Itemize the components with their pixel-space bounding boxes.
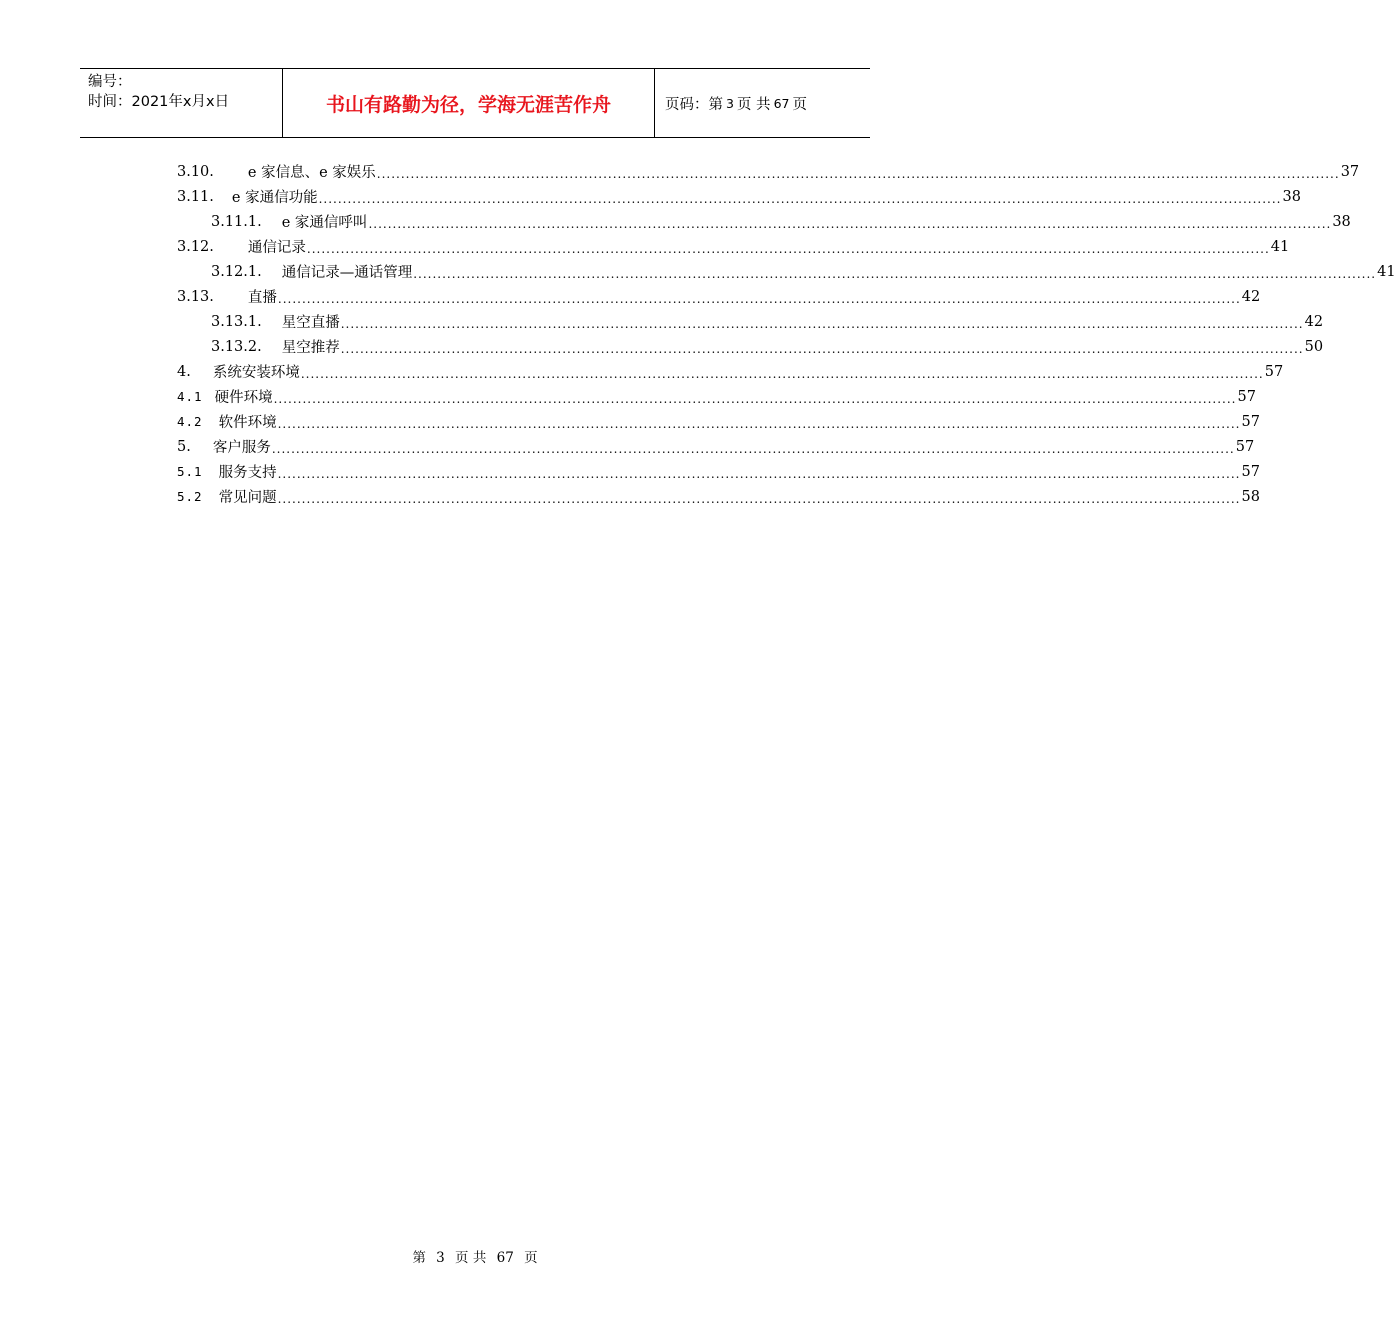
toc-entry[interactable]	[177, 359, 1284, 384]
toc-entry[interactable]	[177, 184, 1301, 209]
toc-dot-leader: ........................................................................................................................................................................................................	[273, 392, 1237, 406]
header-page-prefix: 页码：第	[665, 96, 723, 113]
toc-entry-number: 5.2	[177, 489, 203, 504]
header-page-total: 67	[773, 95, 790, 111]
toc-dot-leader: ........................................................................................................................................................................................................	[277, 467, 1241, 481]
header-page-info	[655, 69, 870, 137]
toc-entry-page: 50	[1304, 338, 1324, 355]
toc-entry-page: 41	[1270, 238, 1290, 255]
toc-dot-leader: ........................................................................................................................................................................................................	[277, 417, 1241, 431]
toc-entry-page: 42	[1304, 313, 1324, 330]
toc-entry-number: 3.11.1.	[211, 213, 262, 230]
toc-entry[interactable]	[177, 334, 1324, 359]
toc-entry-number: 3.12.1.	[211, 263, 262, 280]
toc-entry-title: 硬件环境	[214, 390, 273, 406]
toc-dot-leader: ........................................................................................................................................................................................................	[340, 342, 1304, 356]
toc-entry[interactable]	[177, 484, 1260, 509]
toc-entry[interactable]	[177, 259, 1396, 284]
toc-entry-title: 常见问题	[218, 490, 277, 506]
toc-entry-title: 星空直播	[281, 315, 340, 331]
toc-entry-number: 5.1	[177, 464, 203, 479]
toc-entry-page: 57	[1237, 388, 1256, 405]
toc-entry-number: 3.12.	[177, 238, 214, 255]
toc-entry-title: e 家信息、e 家娱乐	[247, 165, 376, 181]
toc-entry-page: 57	[1241, 413, 1260, 430]
toc-dot-leader: ........................................................................................................................................................................................................	[306, 242, 1270, 256]
header-page-mid: 页 共	[736, 96, 771, 113]
toc-entry-title: e 家通信功能	[231, 190, 318, 206]
toc-dot-leader: ........................................................................................................................................................................................................	[277, 292, 1241, 306]
footer-prefix: 第	[412, 1250, 426, 1266]
toc-entry[interactable]	[177, 384, 1256, 409]
header-page-suffix: 页	[792, 96, 807, 113]
toc-dot-leader: ........................................................................................................................................................................................................	[413, 267, 1377, 281]
toc-dot-leader: ........................................................................................................................................................................................................	[340, 317, 1304, 331]
toc-entry-page: 57	[1241, 463, 1260, 480]
header-info	[80, 69, 282, 137]
toc-entry-title: 通信记录—通话管理	[281, 265, 413, 281]
toc-entry-title: 系统安装环境	[212, 365, 300, 381]
document-number-label: 编号：	[88, 74, 132, 90]
toc-entry-number: 4.1	[177, 389, 203, 404]
toc-dot-leader: ........................................................................................................................................................................................................	[271, 442, 1235, 456]
toc-entry-number: 4.2	[177, 414, 203, 429]
toc-entry-page: 38	[1332, 213, 1351, 230]
footer-mid: 页 共	[455, 1250, 487, 1266]
toc-entry-number: 3.10.	[177, 163, 214, 180]
toc-entry-title: 客户服务	[212, 440, 271, 456]
table-of-contents	[177, 159, 1396, 509]
toc-entry-page: 41	[1377, 263, 1396, 280]
toc-entry-page: 42	[1241, 288, 1261, 305]
footer-total-pages: 67	[496, 1250, 514, 1266]
toc-dot-leader: ........................................................................................................................................................................................................	[277, 492, 1241, 506]
toc-entry-title: 服务支持	[218, 465, 277, 481]
footer-current-page: 3	[436, 1250, 445, 1266]
toc-entry-number: 3.11.	[177, 188, 214, 205]
footer-suffix: 页	[524, 1250, 538, 1266]
document-time-label: 时间：2021年x月x日	[88, 94, 230, 110]
toc-entry-number: 3.13.	[177, 288, 214, 305]
toc-entry-number: 4.	[177, 363, 191, 380]
page-header	[80, 68, 870, 138]
toc-dot-leader: ........................................................................................................................................................................................................	[368, 217, 1332, 231]
toc-entry-title: 直播	[247, 290, 277, 306]
page-footer	[0, 1246, 950, 1266]
toc-dot-leader: ........................................................................................................................................................................................................	[300, 367, 1264, 381]
toc-entry[interactable]	[177, 234, 1290, 259]
toc-entry[interactable]	[177, 409, 1260, 434]
toc-entry-title: 通信记录	[247, 240, 306, 256]
toc-entry-page: 38	[1282, 188, 1301, 205]
toc-dot-leader: ........................................................................................................................................................................................................	[376, 167, 1340, 181]
toc-entry-title: e 家通信呼叫	[281, 215, 368, 231]
toc-entry-page: 37	[1340, 163, 1360, 180]
toc-entry-title: 软件环境	[218, 415, 277, 431]
toc-entry-number: 3.13.2.	[211, 338, 262, 355]
toc-entry[interactable]	[177, 209, 1351, 234]
toc-entry-page: 57	[1264, 363, 1284, 380]
header-page-current: 3	[726, 95, 734, 111]
toc-entry[interactable]	[177, 159, 1360, 184]
toc-entry[interactable]	[177, 434, 1255, 459]
toc-entry-number: 3.13.1.	[211, 313, 262, 330]
toc-entry-title: 星空推荐	[281, 340, 340, 356]
toc-entry-number: 5.	[177, 438, 191, 455]
toc-entry-page: 57	[1235, 438, 1255, 455]
toc-dot-leader: ........................................................................................................................................................................................................	[318, 192, 1282, 206]
toc-entry[interactable]	[177, 284, 1261, 309]
toc-entry-page: 58	[1241, 488, 1260, 505]
toc-entry[interactable]	[177, 459, 1260, 484]
toc-entry[interactable]	[177, 309, 1324, 334]
header-motto: 书山有路勤为径，学海无涯苦作舟	[282, 69, 655, 137]
